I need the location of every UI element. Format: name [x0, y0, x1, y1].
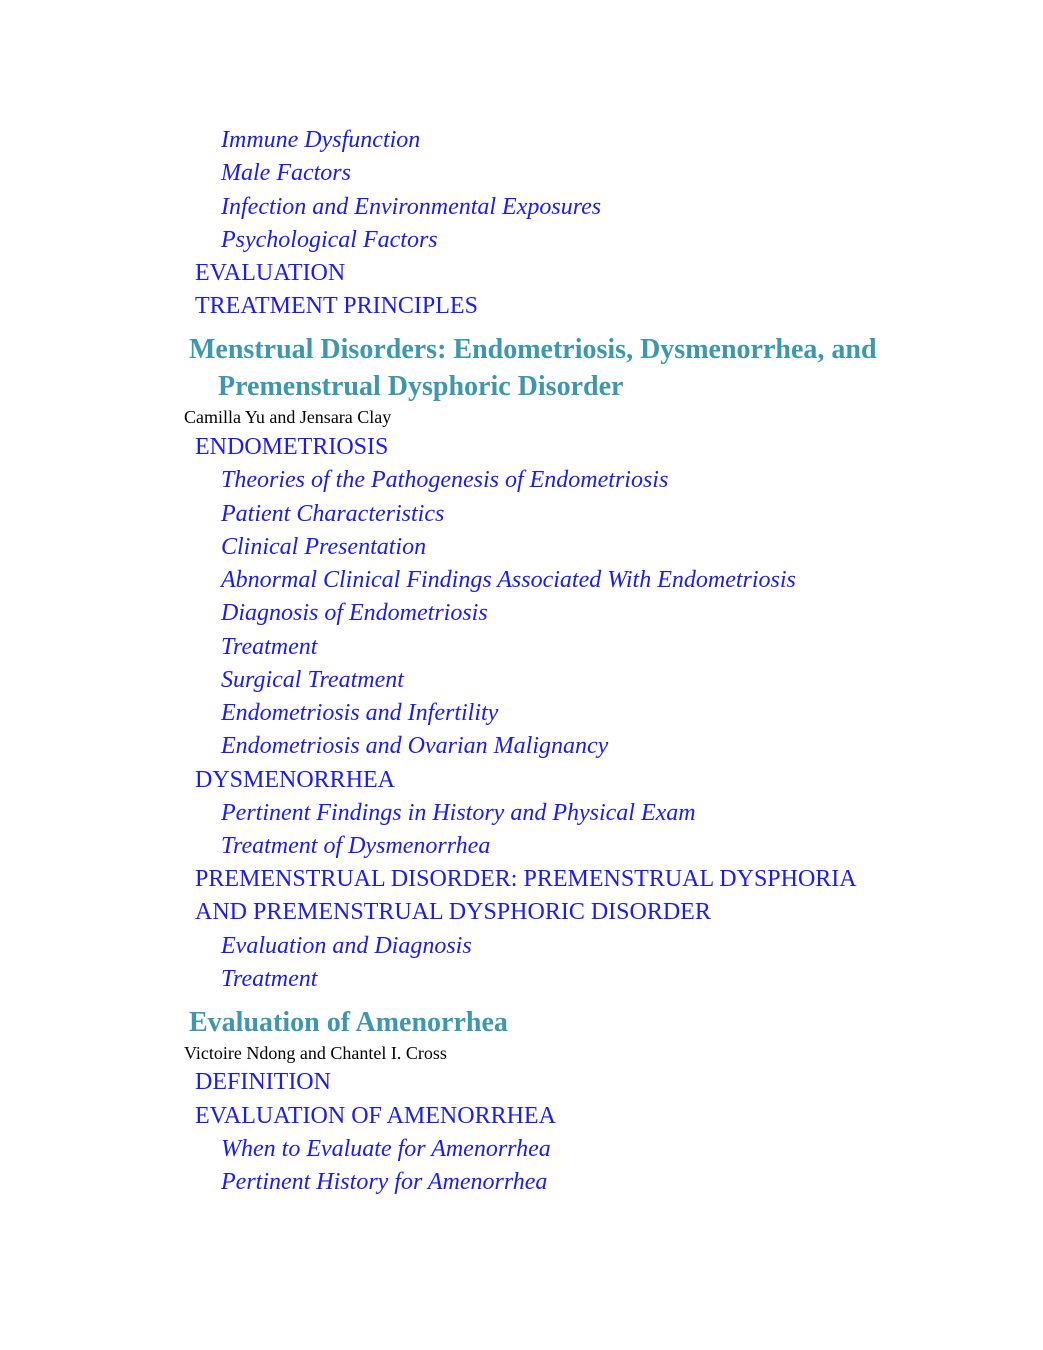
- chapter-authors-amenorrhea: Victoire Ndong and Chantel I. Cross: [184, 1043, 447, 1063]
- toc-link-endometriosis-ovarian[interactable]: Endometriosis and Ovarian Malignancy: [221, 733, 609, 759]
- toc-link-evaluation-amenorrhea[interactable]: EVALUATION OF AMENORRHEA: [195, 1103, 556, 1129]
- toc-link-evaluation[interactable]: EVALUATION: [195, 260, 346, 286]
- toc-link-surgical-treatment[interactable]: Surgical Treatment: [221, 667, 404, 693]
- toc-link-endometriosis[interactable]: ENDOMETRIOSIS: [195, 434, 389, 460]
- toc-link-treatment-premenstrual[interactable]: Treatment: [221, 966, 318, 992]
- chapter-authors-menstrual: Camilla Yu and Jensara Clay: [184, 407, 392, 427]
- toc-link-treatment-dysmenorrhea[interactable]: Treatment of Dysmenorrhea: [221, 833, 491, 859]
- toc-link-premenstrual-line2[interactable]: AND PREMENSTRUAL DYSPHORIC DISORDER: [195, 899, 711, 925]
- toc-link-clinical-presentation[interactable]: Clinical Presentation: [221, 534, 427, 560]
- toc-link-premenstrual-line1[interactable]: PREMENSTRUAL DISORDER: PREMENSTRUAL DYSPHORIA: [195, 866, 857, 892]
- toc-link-abnormal-findings[interactable]: Abnormal Clinical Findings Associated With Endometriosis: [221, 567, 796, 593]
- toc-link-dysmenorrhea[interactable]: DYSMENORRHEA: [195, 767, 396, 793]
- toc-link-pertinent-history[interactable]: Pertinent History for Amenorrhea: [221, 1169, 548, 1195]
- toc-link-infection-environmental[interactable]: Infection and Environmental Exposures: [221, 194, 602, 220]
- toc-link-immune-dysfunction[interactable]: Immune Dysfunction: [221, 127, 421, 153]
- toc-link-treatment[interactable]: Treatment: [221, 634, 318, 660]
- toc-link-evaluation-diagnosis[interactable]: Evaluation and Diagnosis: [221, 933, 472, 959]
- toc-link-patient-characteristics[interactable]: Patient Characteristics: [221, 501, 445, 527]
- chapter-title-menstrual-line2[interactable]: Premenstrual Dysphoric Disorder: [218, 371, 624, 402]
- toc-link-male-factors[interactable]: Male Factors: [221, 160, 351, 186]
- toc-link-pathogenesis[interactable]: Theories of the Pathogenesis of Endometriosis: [221, 467, 669, 493]
- toc-link-pertinent-findings[interactable]: Pertinent Findings in History and Physical Exam: [221, 800, 696, 826]
- toc-link-endometriosis-infertility[interactable]: Endometriosis and Infertility: [221, 700, 499, 726]
- chapter-title-menstrual-line1[interactable]: Menstrual Disorders: Endometriosis, Dysmenorrhea, and: [189, 334, 877, 365]
- toc-link-diagnosis-endometriosis[interactable]: Diagnosis of Endometriosis: [221, 600, 488, 626]
- toc-link-when-to-evaluate[interactable]: When to Evaluate for Amenorrhea: [221, 1136, 551, 1162]
- chapter-title-amenorrhea[interactable]: Evaluation of Amenorrhea: [189, 1007, 508, 1038]
- toc-link-psychological-factors[interactable]: Psychological Factors: [221, 227, 438, 253]
- toc-link-definition[interactable]: DEFINITION: [195, 1069, 331, 1095]
- toc-link-treatment-principles[interactable]: TREATMENT PRINCIPLES: [195, 293, 478, 319]
